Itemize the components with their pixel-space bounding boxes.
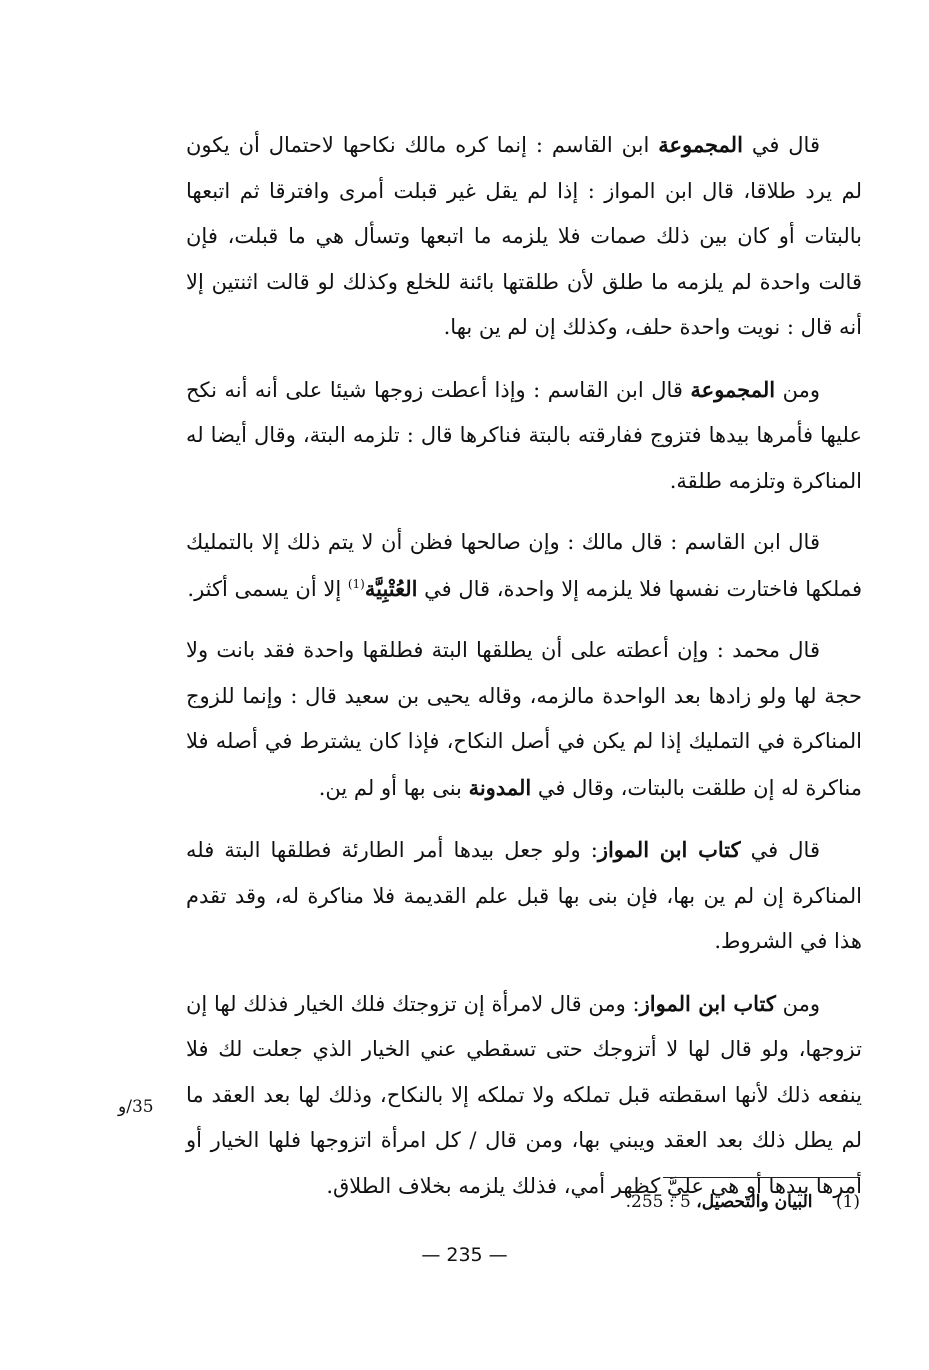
paragraph bbox=[186, 827, 862, 965]
paragraph bbox=[186, 628, 862, 811]
paragraph-text: قال ابن القاسم : قال مالك : وإن صالحها فظن أن لا يتم ذلك إلا بالتمليك فملكها فاختارت نفسها فلا يلزمه إلا واحدة، قال في bbox=[186, 530, 862, 601]
bold-source-title: المجموعة bbox=[658, 132, 743, 157]
page-number: — 235 — bbox=[421, 1244, 508, 1266]
scan-mark bbox=[78, 800, 88, 812]
paragraph-text: إلا أن يسمى أكثر. bbox=[187, 576, 348, 601]
bold-source-title: العُتْبِيَّة bbox=[364, 575, 418, 601]
bold-source-title: كتاب ابن المواز bbox=[639, 990, 776, 1016]
paragraph-text: ومن bbox=[775, 377, 820, 402]
bold-source-title: المجموعة bbox=[690, 376, 776, 402]
paragraph bbox=[186, 520, 862, 612]
paragraph-text: قال في bbox=[742, 133, 820, 157]
folio-margin-note: 35/و bbox=[118, 1097, 154, 1117]
bold-source-title: كتاب ابن المواز bbox=[597, 837, 741, 862]
footnote-title: البيان والتحصيل، bbox=[696, 1192, 813, 1212]
main-text bbox=[186, 122, 862, 1225]
paragraph-text: قال في bbox=[740, 838, 820, 862]
paragraph bbox=[186, 981, 862, 1210]
paragraph bbox=[186, 122, 862, 351]
paragraph-text: قال محمد : وإن أعطته على أن يطلقها البتة فطلقها واحدة فقد بانت ولا حجة لها ولو زادها بعد الواحدة مالزمه، وقاله يحيى بن سعيد قال : وإنما للزوج المناكرة في التمليك إذا لم يكن في أصل النكاح، فإذا كان يشترط في أصله فلا مناكرة له إن طلقت بالبتات، وقال في bbox=[186, 638, 862, 800]
footnote-number: (1) bbox=[835, 1192, 860, 1212]
bold-source-title: المدونة bbox=[468, 774, 532, 800]
footnote-reference: (1) bbox=[347, 576, 365, 591]
footnote bbox=[560, 1192, 860, 1212]
paragraph bbox=[186, 367, 862, 505]
paragraph-text: ابن القاسم : إنما كره مالك نكاحها لاحتمال أن يكون لم يرد طلاقا، قال ابن المواز : إذا لم يقل غير قبلت أمرى وافترقا ثم اتبعها بالبتات أو كان بين ذلك صمات فلا يلزمه ما اتبعها وتسأل هي ما قبلت، فإن قالت واحدة لم يلزمه ما طلق لأن طلقتها بائنة للخلع وكذلك لو قالت اثنتين إلا أنه قال : نويت واحدة حلف، وكذلك إن لم ين بها. bbox=[186, 133, 862, 339]
paragraph-text: : ومن قال لامرأة إن تزوجتك فلك الخيار فذلك لها إن تزوجها، ولو قال لها لا أتزوجك حتى تسقطي عني الخيار الذي جعلت لك فلا ينفعه ذلك لأنها اسقطته قبل تملكه ولا تملكه إلا بالنكاح، وذلك لها بعد العقد ما لم يطل ذلك بعد العقد ويبني بها، ومن قال / كل امرأة اتزوجها فلها الخيار أو أمرها بيدها أو هي عليَّ كظهر أمي، فذلك يلزمه بخلاف الطلاق. bbox=[186, 991, 862, 1198]
paragraph-text: بنى بها أو لم ين. bbox=[318, 775, 469, 800]
paragraph-text: ومن bbox=[775, 991, 820, 1016]
paragraph-text: : ولو جعل بيدها أمر الطارئة فطلقها البتة فله المناكرة إن لم ين بها، فإن بنى بها قبل علم القديمة فلا مناكرة له، وقد تقدم هذا في الشروط. bbox=[186, 838, 862, 953]
footnote-ref: 5 : 255. bbox=[625, 1192, 697, 1212]
paragraph-text: قال ابن القاسم : وإذا أعطت زوجها شيئا على أنه أنه نكح عليها فأمرها بيدها فتزوج ففارقته بالبتة فناكرها قال : تلزمه البتة، وقال أيضا له المناكرة وتلزمه طلقة. bbox=[186, 377, 862, 493]
footnote-separator bbox=[663, 1177, 858, 1178]
